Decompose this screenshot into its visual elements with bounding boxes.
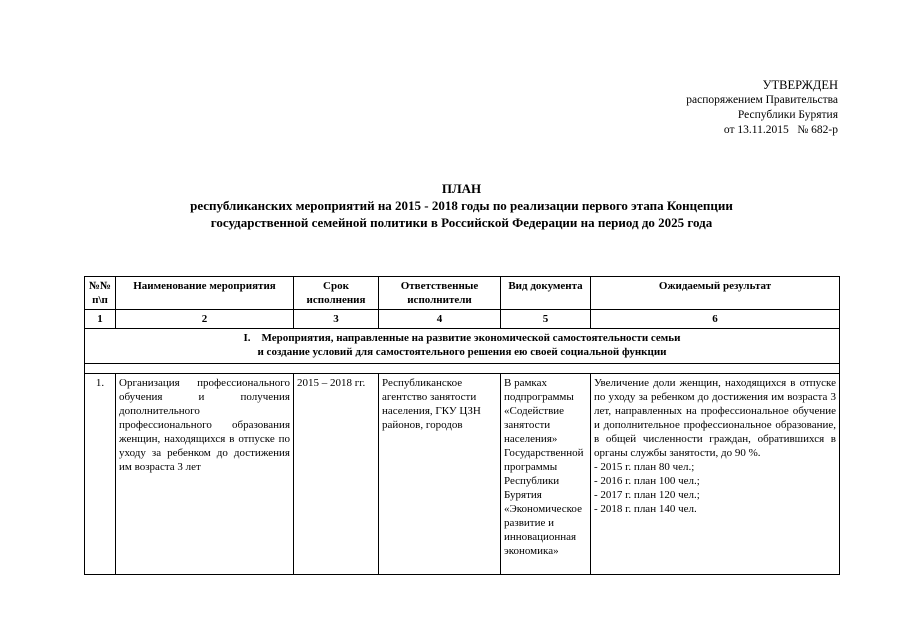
result-item: - 2015 г. план 80 чел.; xyxy=(594,461,695,473)
result-text: Увеличение доли женщин, находящихся в отпуске по уходу за ребенком до достижения им возраста 3 лет, направленных на профессиональное обучение и дополнительное профессиональное образование, в общей численности граждан, обратившихся в органы службы занятости, до 90 %. xyxy=(594,377,836,459)
title-line-1: ПЛАН xyxy=(441,181,482,196)
section-heading xyxy=(85,329,840,364)
approval-line-3: от 13.11.2015 № 682-р xyxy=(723,124,838,136)
section-row xyxy=(85,329,840,364)
plan-table xyxy=(84,276,840,575)
column-number: 6 xyxy=(591,310,840,329)
row-executors: Республиканское агентство занятости населения, ГКУ ЦЗН районов, городов xyxy=(379,374,501,575)
title-line-2: республиканских мероприятий на 2015 - 2018 годы по реализации первого этапа Концепции xyxy=(190,198,733,213)
section-line-2: и создание условий для самостоятельного решения ею своей социальной функции xyxy=(257,346,667,358)
row-doc-type: В рамках подпрограммы «Содействие занятости населения» Государственной программы Республики Бурятия «Экономическое развитие и инновационная экономика» xyxy=(501,374,591,575)
header-cell-num: №№ п\п xyxy=(85,277,116,310)
header-cell-executors: Ответственные исполнители xyxy=(379,277,501,310)
approval-heading: УТВЕРЖДЕН xyxy=(762,78,838,92)
row-expected-result xyxy=(591,374,840,575)
title-line-3: государственной семейной политики в Российской Федерации на период до 2025 года xyxy=(210,215,713,230)
row-number: 1. xyxy=(85,374,116,575)
approval-stamp xyxy=(686,78,838,138)
result-item: - 2016 г. план 100 чел.; xyxy=(594,475,700,487)
column-number-row xyxy=(85,310,840,329)
document-title xyxy=(84,180,839,231)
header-cell-doc-type: Вид документа xyxy=(501,277,591,310)
spacer-row xyxy=(85,364,840,374)
row-term: 2015 – 2018 гг. xyxy=(294,374,379,575)
header-cell-name: Наименование мероприятия xyxy=(116,277,294,310)
approval-line-1: распоряжением Правительства xyxy=(686,94,838,106)
approval-line-2: Республики Бурятия xyxy=(737,109,838,121)
column-number: 3 xyxy=(294,310,379,329)
column-number: 2 xyxy=(116,310,294,329)
row-activity-name: Организация профессионального обучения и получения дополнительного профессионального образования женщин, находящихся в отпуске по уходу за ребенком до достижения им возраста 3 лет xyxy=(116,374,294,575)
column-number: 1 xyxy=(85,310,116,329)
section-line-1: I. Мероприятия, направленные на развитие экономической самостоятельности семьи xyxy=(243,332,681,344)
header-cell-term: Срок исполнения xyxy=(294,277,379,310)
header-cell-result: Ожидаемый результат xyxy=(591,277,840,310)
spacer-cell xyxy=(85,364,840,374)
column-number: 5 xyxy=(501,310,591,329)
table-header-row xyxy=(85,277,840,310)
result-item: - 2018 г. план 140 чел. xyxy=(594,503,697,515)
column-number: 4 xyxy=(379,310,501,329)
result-item: - 2017 г. план 120 чел.; xyxy=(594,489,700,501)
table-row xyxy=(85,374,840,575)
